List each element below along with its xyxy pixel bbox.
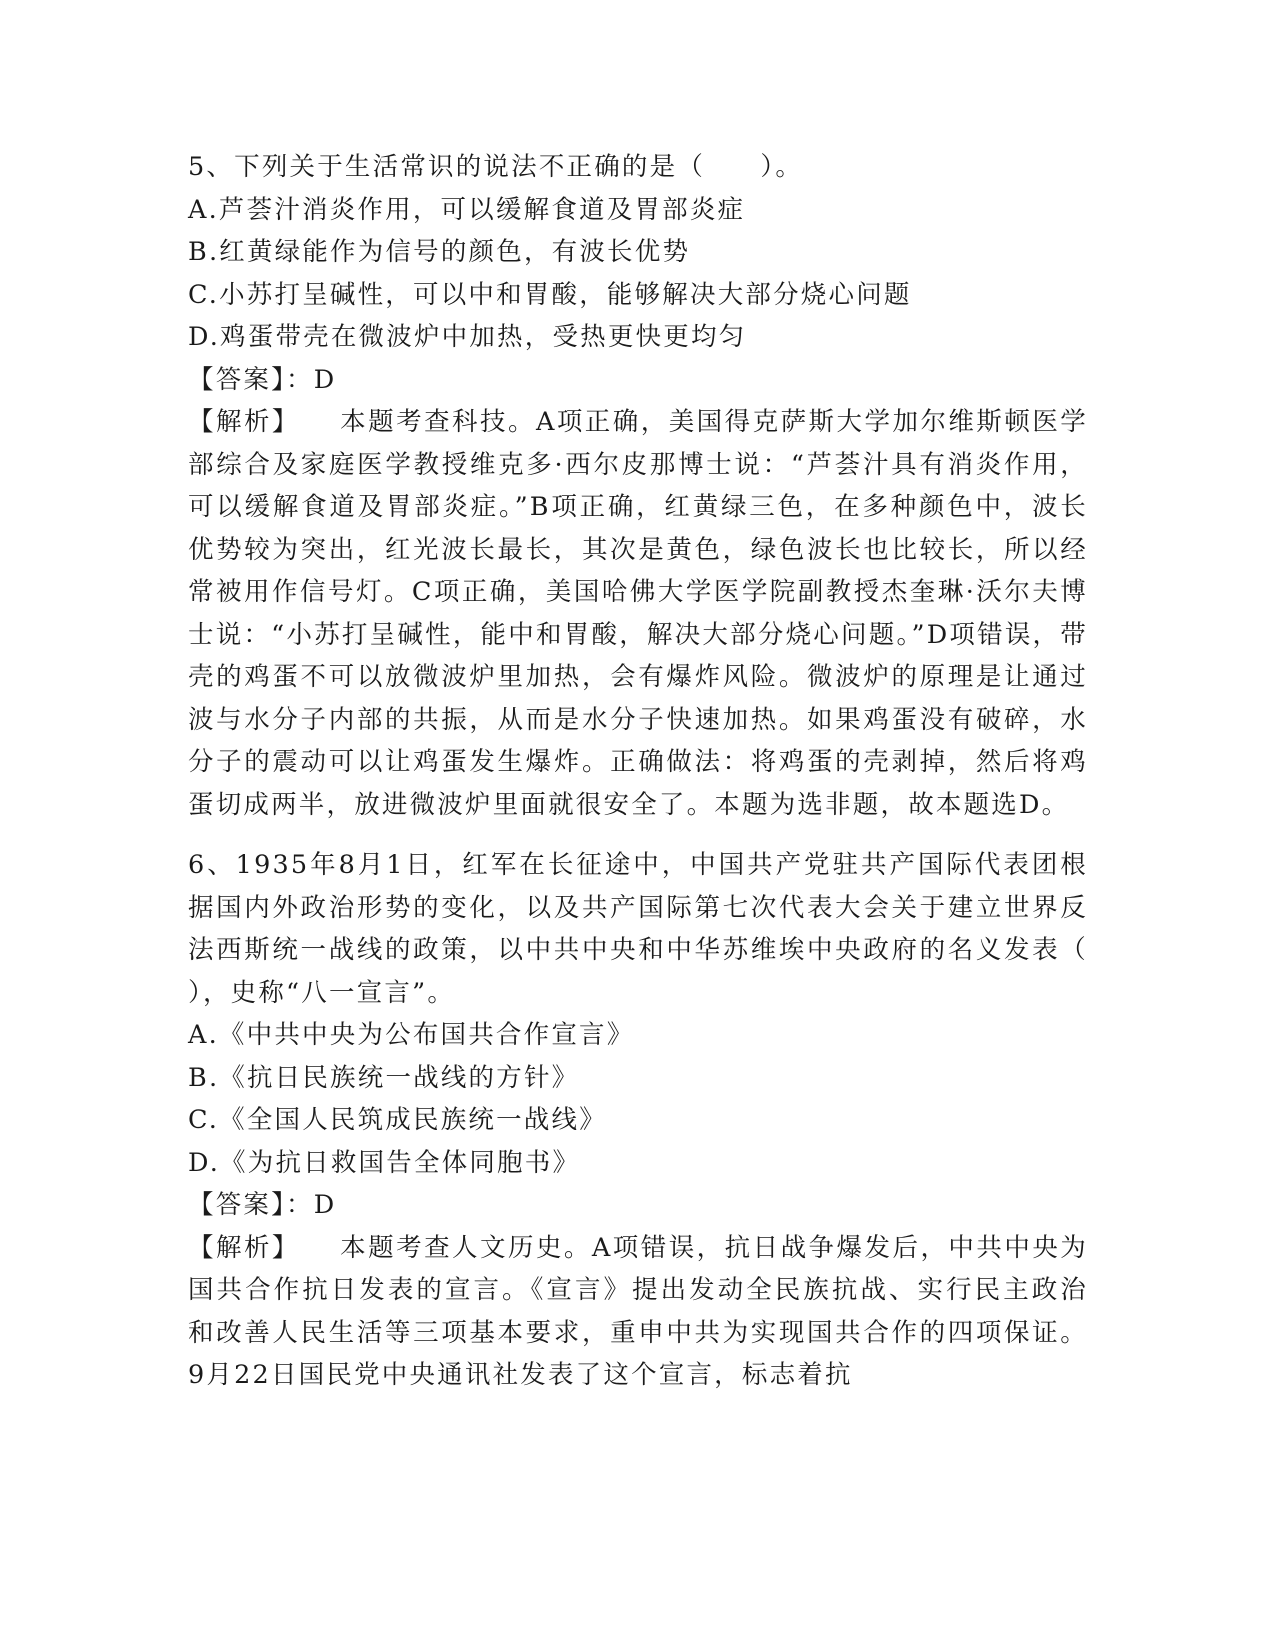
analysis-block [188,401,1088,826]
option-c: C.小苏打呈碱性，可以中和胃酸，能够解决大部分烧心问题 [188,279,912,310]
question-stem: 5、下列关于生活常识的说法不正确的是（ ）。 [188,152,804,182]
analysis-label: 【解析】 [188,407,300,437]
option-b: B.《抗日民族统一战线的方针》 [188,1062,580,1093]
document-page [188,146,1144,1397]
option-a: A.芦荟汁消炎作用，可以缓解食道及胃部炎症 [188,194,746,225]
analysis-text: 本题考查科技。A项正确，美国得克萨斯大学加尔维斯顿医学部综合及家庭医学教授维克多·西尔皮那博士说：“芦荟汁具有消炎作用，可以缓解食道及胃部炎症。”B项正确，红黄绿三色，在多种颜色中，波长优势较为突出，红光波长最长，其次是黄色，绿色波长也比较长，所以经常被用作信号灯。C项正确，美国哈佛大学医学院副教授杰奎琳·沃尔夫博士说：“小苏打呈碱性，能中和胃酸，解决大部分烧心问题。”D项错误，带壳的鸡蛋不可以放微波炉里加热，会有爆炸风险。微波炉的原理是让通过波与水分子内部的共振，从而是水分子快速加热。如果鸡蛋没有破碎，水分子的震动可以让鸡蛋发生爆炸。正确做法：将鸡蛋的壳剥掉，然后将鸡蛋切成两半，放进微波炉里面就很安全了。本题为选非题，故本题选D。 [188,407,1088,820]
answer-value: D [313,364,337,395]
analysis-block [188,1227,1088,1397]
option-d: D.《为抗日救国告全体同胞书》 [188,1147,581,1178]
question-5 [188,146,1088,826]
question-6 [188,844,1144,1397]
analysis-text: 本题考查人文历史。A项错误，抗日战争爆发后，中共中央为国共合作抗日发表的宣言。《宣言》提出发动全民族抗战、实行民主政治和改善人民生活等三项基本要求，重申中共为实现国共合作的四项保证。9月22日国民党中央通讯社发表了这个宣言，标志着抗 [188,1232,1088,1390]
answer-label: 【答案】： [188,364,314,395]
option-d: D.鸡蛋带壳在微波炉中加热，受热更快更均匀 [188,322,747,352]
answer-value: D [313,1190,337,1220]
answer-label: 【答案】： [188,1190,314,1220]
option-c: C.《全国人民筑成民族统一战线》 [188,1105,607,1135]
answer-line [188,359,1088,402]
option-b: B.红黄绿能作为信号的颜色，有波长优势 [188,237,691,267]
option-a: A.《中共中央为公布国共合作宣言》 [188,1020,635,1050]
analysis-label: 【解析】 [188,1232,300,1263]
answer-line [188,1184,1088,1227]
question-stem: 6、1935年8月1日，红军在长征途中，中国共产党驻共产国际代表团根据国内外政治形势的变化，以及共产国际第七次代表大会关于建立世界反法西斯统一战线的政策，以中共中央和中华苏维埃中央政府的名义发表（ ），史称“八一宣言”。 [188,850,1144,1008]
